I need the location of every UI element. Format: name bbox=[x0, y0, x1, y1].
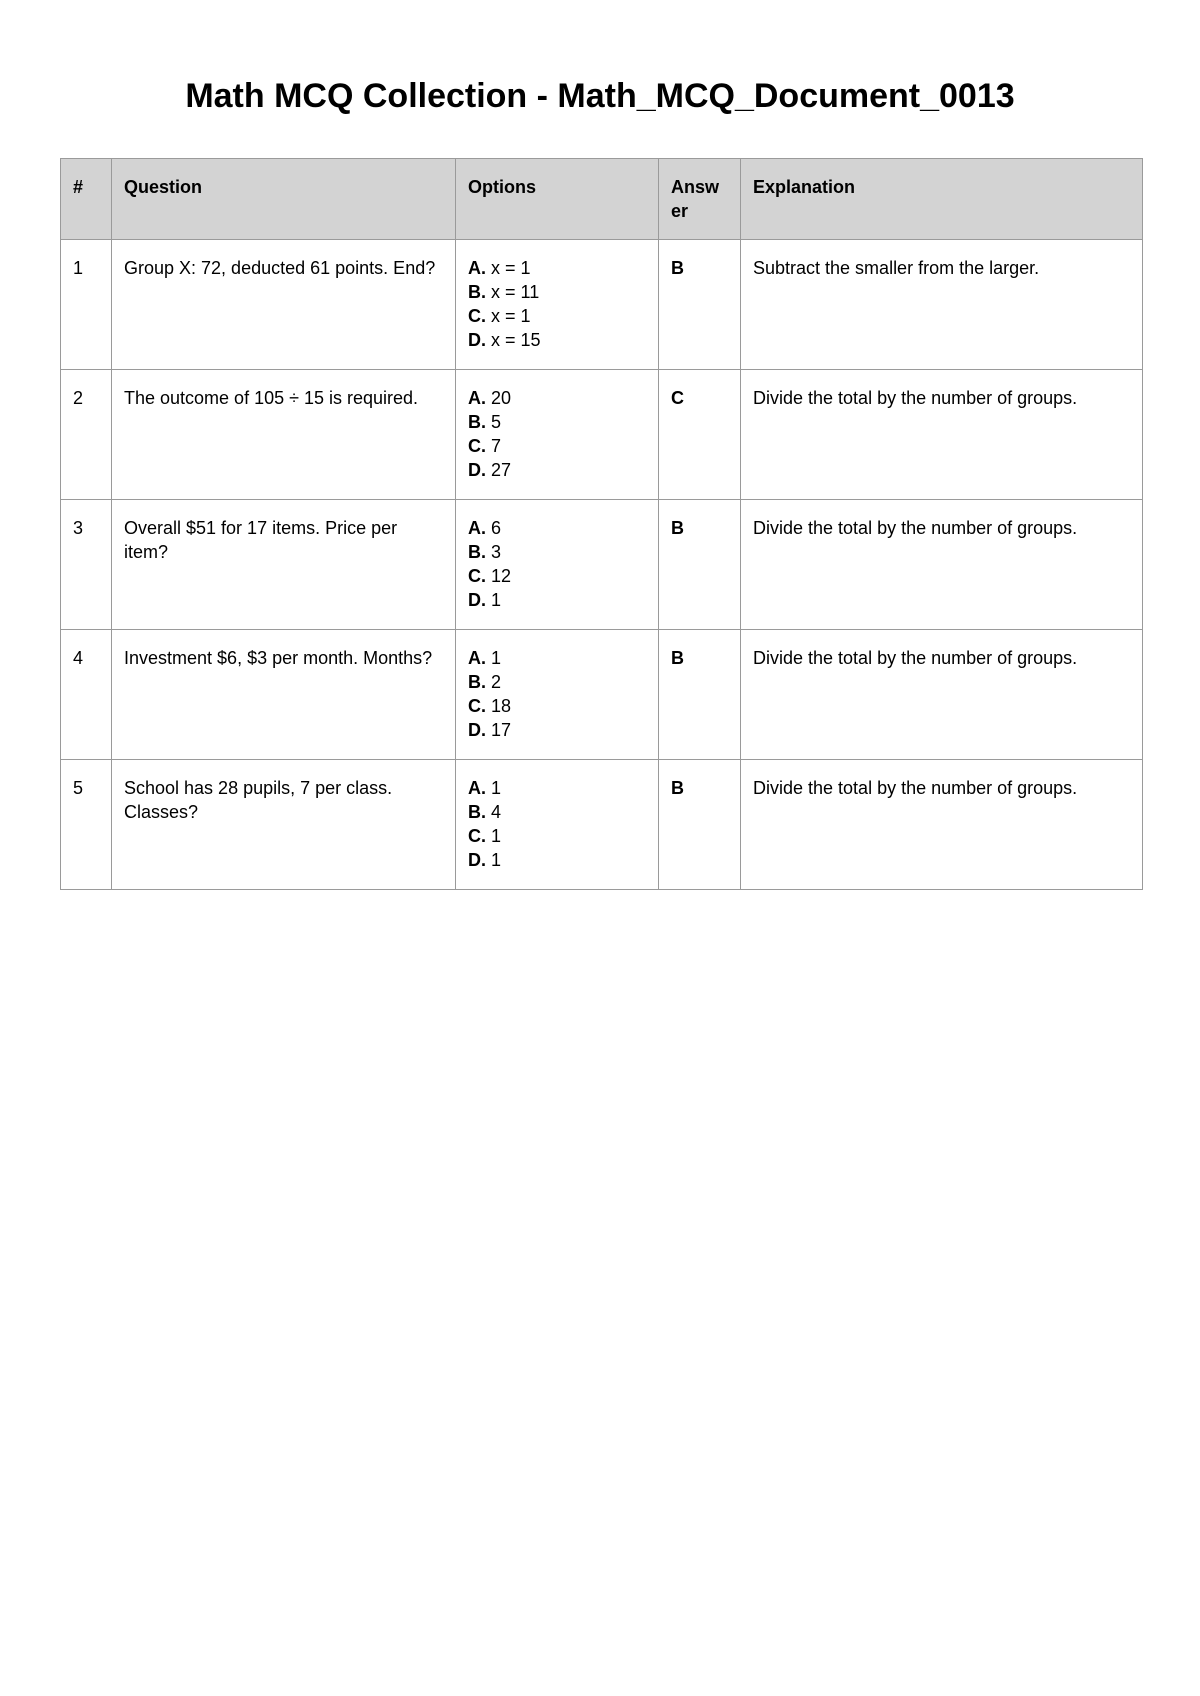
question-number: 1 bbox=[61, 240, 112, 370]
option-letter: A. bbox=[468, 648, 486, 668]
option-letter: C. bbox=[468, 436, 486, 456]
answer-cell: C bbox=[659, 370, 741, 500]
option-text: x = 15 bbox=[486, 330, 541, 350]
answer-cell: B bbox=[659, 630, 741, 760]
option-text: 1 bbox=[486, 648, 502, 668]
option-letter: B. bbox=[468, 412, 486, 432]
option-text: 20 bbox=[486, 388, 512, 408]
table-row bbox=[61, 500, 1143, 630]
option-letter: B. bbox=[468, 802, 486, 822]
option-text: 3 bbox=[486, 542, 502, 562]
question-text: School has 28 pupils, 7 per class. Classes? bbox=[112, 760, 456, 890]
table-header bbox=[61, 159, 1143, 240]
question-number: 2 bbox=[61, 370, 112, 500]
explanation-cell: Divide the total by the number of groups. bbox=[741, 630, 1143, 760]
option-letter: A. bbox=[468, 518, 486, 538]
question-number: 4 bbox=[61, 630, 112, 760]
option-text: 17 bbox=[486, 720, 512, 740]
option-d bbox=[468, 718, 646, 742]
option-letter: D. bbox=[468, 720, 486, 740]
option-a bbox=[468, 516, 646, 540]
header-options: Options bbox=[456, 159, 659, 240]
explanation-cell: Divide the total by the number of groups. bbox=[741, 500, 1143, 630]
option-letter: C. bbox=[468, 566, 486, 586]
option-a bbox=[468, 646, 646, 670]
option-text: 27 bbox=[486, 460, 512, 480]
explanation-cell: Divide the total by the number of groups. bbox=[741, 760, 1143, 890]
option-b bbox=[468, 540, 646, 564]
header-number: # bbox=[61, 159, 112, 240]
option-letter: B. bbox=[468, 672, 486, 692]
option-c bbox=[468, 564, 646, 588]
options-cell bbox=[456, 500, 659, 630]
option-letter: D. bbox=[468, 330, 486, 350]
option-letter: D. bbox=[468, 460, 486, 480]
option-d bbox=[468, 588, 646, 612]
option-letter: C. bbox=[468, 826, 486, 846]
header-question: Question bbox=[112, 159, 456, 240]
question-number: 5 bbox=[61, 760, 112, 890]
header-row bbox=[61, 159, 1143, 240]
table-body bbox=[61, 240, 1143, 890]
option-text: 18 bbox=[486, 696, 512, 716]
options-cell bbox=[456, 760, 659, 890]
option-text: 1 bbox=[486, 826, 502, 846]
option-text: 1 bbox=[486, 850, 502, 870]
option-letter: B. bbox=[468, 542, 486, 562]
page-title: Math MCQ Collection - Math_MCQ_Document_0013 bbox=[185, 77, 1015, 115]
option-d bbox=[468, 458, 646, 482]
option-d bbox=[468, 848, 646, 872]
option-b bbox=[468, 800, 646, 824]
option-text: 5 bbox=[486, 412, 502, 432]
option-letter: A. bbox=[468, 258, 486, 278]
option-letter: D. bbox=[468, 590, 486, 610]
option-text: 1 bbox=[486, 778, 502, 798]
explanation-cell: Divide the total by the number of groups. bbox=[741, 370, 1143, 500]
question-text: Overall $51 for 17 items. Price per item? bbox=[112, 500, 456, 630]
option-text: x = 11 bbox=[486, 282, 540, 302]
option-b bbox=[468, 410, 646, 434]
question-text: The outcome of 105 ÷ 15 is required. bbox=[112, 370, 456, 500]
table-row bbox=[61, 370, 1143, 500]
option-c bbox=[468, 434, 646, 458]
question-text: Group X: 72, deducted 61 points. End? bbox=[112, 240, 456, 370]
option-letter: D. bbox=[468, 850, 486, 870]
option-text: 1 bbox=[486, 590, 502, 610]
option-text: x = 1 bbox=[486, 258, 531, 278]
option-a bbox=[468, 386, 646, 410]
option-text: 12 bbox=[486, 566, 512, 586]
options-cell bbox=[456, 370, 659, 500]
header-explanation: Explanation bbox=[741, 159, 1143, 240]
option-c bbox=[468, 824, 646, 848]
option-b bbox=[468, 280, 646, 304]
option-d bbox=[468, 328, 646, 352]
option-letter: A. bbox=[468, 388, 486, 408]
answer-cell: B bbox=[659, 760, 741, 890]
answer-cell: B bbox=[659, 240, 741, 370]
option-b bbox=[468, 670, 646, 694]
mcq-table bbox=[60, 158, 1143, 890]
option-c bbox=[468, 304, 646, 328]
option-letter: C. bbox=[468, 306, 486, 326]
option-a bbox=[468, 256, 646, 280]
option-letter: C. bbox=[468, 696, 486, 716]
option-c bbox=[468, 694, 646, 718]
question-text: Investment $6, $3 per month. Months? bbox=[112, 630, 456, 760]
option-text: 2 bbox=[486, 672, 502, 692]
table-row bbox=[61, 240, 1143, 370]
option-text: 6 bbox=[486, 518, 502, 538]
table-row bbox=[61, 760, 1143, 890]
header-answer: Answer bbox=[659, 159, 741, 240]
options-cell bbox=[456, 240, 659, 370]
option-a bbox=[468, 776, 646, 800]
explanation-cell: Subtract the smaller from the larger. bbox=[741, 240, 1143, 370]
option-letter: B. bbox=[468, 282, 486, 302]
table-row bbox=[61, 630, 1143, 760]
option-text: x = 1 bbox=[486, 306, 531, 326]
option-letter: A. bbox=[468, 778, 486, 798]
question-number: 3 bbox=[61, 500, 112, 630]
options-cell bbox=[456, 630, 659, 760]
answer-cell: B bbox=[659, 500, 741, 630]
option-text: 4 bbox=[486, 802, 502, 822]
option-text: 7 bbox=[486, 436, 502, 456]
